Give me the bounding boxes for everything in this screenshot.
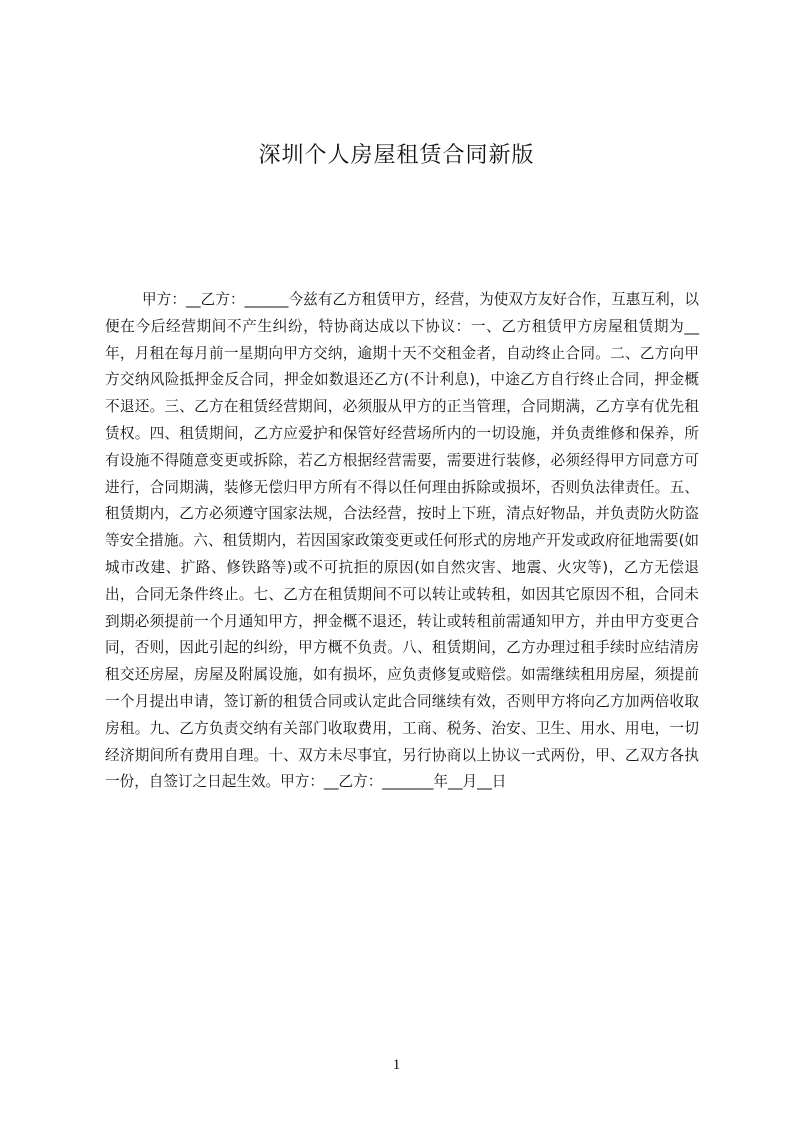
contract-body-paragraph: 甲方：__乙方：______今兹有乙方租赁甲方，经营，为使双方友好合作，互惠互利，以便在今后经营期间不产生纠纷，特协商达成以下协议：一、乙方租赁甲方房屋租赁期为__年，月租在每月前一星期向甲方交纳，逾期十天不交租金者，自动终止合同。二、乙方向甲方交纳风险抵押金反合同，押金如数退还乙方(不计利息)，中途乙方自行终止合同，押金概不退还。三、乙方在租赁经营期间，必须服从甲方的正当管理，合同期满，乙方享有优先租赁权。四、租赁期间，乙方应爱护和保管好经营场所内的一切设施，并负责维修和保养，所有设施不得随意变更或拆除，若乙方根据经营需要，需要进行装修，必须经得甲方同意方可进行，合同期满，装修无偿归甲方所有不得以任何理由拆除或损坏，否则负法律责任。五、租赁期内，乙方必须遵守国家法规，合法经营，按时上下班，清点好物品，并负责防火防盗等安全措施。六、租赁期内，若因国家政策变更或任何形式的房地产开发或政府征地需要(如城市改建、扩路、修铁路等)或不可抗拒的原因(如自然灾害、地震、火灾等)，乙方无偿退出，合同无条件终止。七、乙方在租赁期间不可以转让或转租，如因其它原因不租，合同未到期必须提前一个月通知甲方，押金概不退还，转让或转租前需通知甲方，并由甲方变更合同，否则，因此引起的纠纷，甲方概不负责。八、租赁期间，乙方办理过租手续时应结清房租交还房屋，房屋及附属设施，如有损坏，应负责修复或赔偿。如需继续租用房屋，须提前一个月提出申请，签订新的租赁合同或认定此合同继续有效，否则甲方将向乙方加两倍收取房租。九、乙方负责交纳有关部门收取费用，工商、税务、治安、卫生、用水、用电，一切经济期间所有费用自理。十、双方未尽事宜，另行协商以上协议一式两份，甲、乙双方各执一份，自签订之日起生效。甲方：__乙方：_______年__月__日	[105, 291, 699, 791]
document-title: 深圳个人房屋租赁合同新版	[258, 143, 535, 168]
page-number: 1	[392, 1057, 401, 1073]
